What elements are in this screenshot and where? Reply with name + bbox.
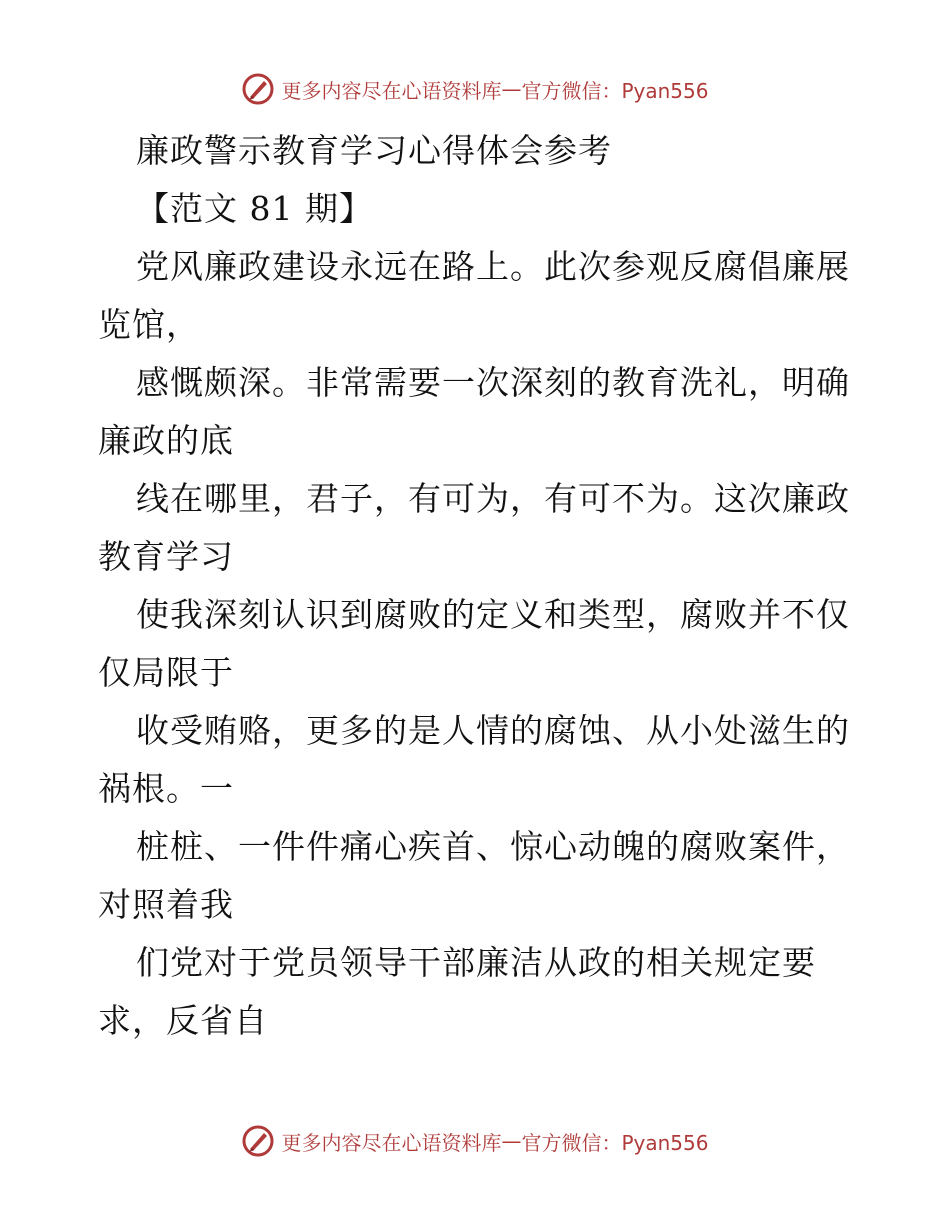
body-line: 收受贿赂，更多的是人情的腐蚀、从小处滋生的 — [136, 711, 850, 750]
issue-label: 【范文 81 期】 — [136, 189, 373, 228]
body-line: 桩桩、一件件痛心疾首、惊心动魄的腐败案件， — [136, 827, 850, 866]
body-line: 览馆， — [98, 305, 200, 344]
body-line: 使我深刻认识到腐败的定义和类型，腐败并不仅 — [136, 595, 850, 634]
body-line: 感慨颇深。非常需要一次深刻的教育洗礼，明确 — [136, 363, 850, 402]
banner-wechat: 官方微信：Pyan556 — [521, 1130, 709, 1155]
body-line: 求，反省自 — [98, 1001, 268, 1040]
footer-banner — [0, 1124, 950, 1158]
document-title: 廉政警示教育学习心得体会参考 — [136, 131, 612, 170]
pen-logo-icon — [241, 1124, 275, 1158]
body-line: 教育学习 — [98, 537, 234, 576]
banner-text: 更多内容尽在心语资料库 — [281, 78, 502, 103]
body-line: 仅局限于 — [98, 653, 234, 692]
header-banner — [0, 72, 950, 106]
body-line: 党风廉政建设永远在路上。此次参观反腐倡廉展 — [136, 247, 850, 286]
banner-separator: — — [501, 1129, 522, 1153]
banner-text: 更多内容尽在心语资料库 — [281, 1130, 502, 1155]
body-line: 廉政的底 — [98, 421, 234, 460]
body-line: 们党对于党员领导干部廉洁从政的相关规定要 — [136, 943, 816, 982]
document-body — [98, 122, 858, 1050]
body-line: 对照着我 — [98, 885, 234, 924]
banner-separator: — — [501, 77, 522, 101]
body-line: 线在哪里，君子，有可为，有可不为。这次廉政 — [136, 479, 850, 518]
banner-wechat: 官方微信：Pyan556 — [521, 78, 709, 103]
body-line: 祸根。一 — [98, 769, 234, 808]
pen-logo-icon — [241, 72, 275, 106]
